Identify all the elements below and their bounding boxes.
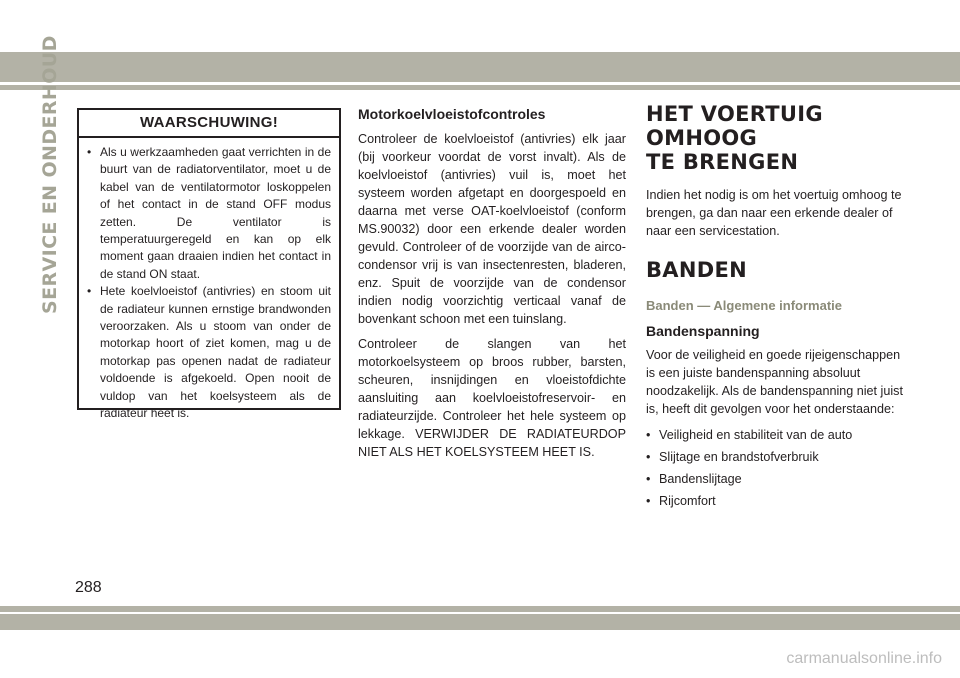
footer-band — [0, 614, 960, 630]
list-item: • Rijcomfort — [646, 492, 910, 510]
header-band — [0, 52, 960, 82]
lifting-heading-line-2: TE BRENGEN — [646, 150, 799, 174]
tire-pressure-effects-list — [646, 426, 910, 510]
tire-pressure-paragraph: Voor de veiligheid en goede rijeigenschappen is een juiste bandenspanning absoluut noodzakelijk. Als de bandenspanning niet juist is, heeft dit gevolgen voor het onderstaande: — [646, 348, 903, 416]
watermark-text: carmanualsonline.info — [786, 650, 942, 667]
coolant-paragraph-2: Controleer de slangen van het motorkoelsysteem op broos rubber, barsten, scheuren, insnijdingen en vloeistofdichte aansluiting aan koelvloeistofreservoir- en radiateurzijde. Controleer het hele systeem op lekkage. VERWIJDER DE RADIATEURDOP NIET ALS HET KOELSYSTEEM HEET IS. — [358, 337, 626, 459]
page-number: 288 — [75, 579, 102, 596]
list-item: • Veiligheid en stabiliteit van de auto — [646, 426, 910, 444]
warning-item: • Hete koelvloeistof (antivries) en stoom uit de radiateur kunnen ernstige brandwonden veroorzaken. Als u stoom van onder de motorkap hoort of ziet komen, mag u de motorkap pas openen nadat de radiateur voldoende is afgekoeld. Open nooit de vuldop van het koelsysteem als de radiateur heet is. — [87, 283, 331, 422]
coolant-paragraph-1: Controleer de koelvloeistof (antivries) elk jaar (bij voorkeur voordat de vorst invalt). Als de koelvloeistof (antivries) vuil is, moet het systeem worden afgetapt en doorgespoeld en daarna met verse OAT-koelvloeistof (conform MS.90032) door een erkende dealer worden gevuld. Controleer of de voorzijde van de airco-condensor vrij is van insectenresten, bladeren, enz. Spuit de voorzijde van de condensor indien nodig voorzichtig verticaal vanaf de bovenkant schoon met een tuinslang. — [358, 132, 626, 326]
coolant-heading: Motorkoelvloeistofcontroles — [358, 106, 546, 122]
warning-title: WAARSCHUWING! — [79, 110, 339, 138]
list-item: • Bandenslijtage — [646, 470, 910, 488]
warning-list — [79, 138, 339, 423]
footer-rule — [0, 606, 960, 612]
warning-box — [77, 108, 341, 421]
section-side-tab-label: SERVICE EN ONDERHOUD — [39, 35, 61, 314]
lifting-paragraph: Indien het nodig is om het voertuig omhoog te brengen, ga dan naar een erkende dealer of naar een servicestation. — [646, 188, 902, 238]
lifting-heading-line-1: HET VOERTUIG OMHOOG — [646, 102, 823, 150]
tires-general-subheading: Banden — Algemene informatie — [646, 298, 842, 313]
header-rule — [0, 85, 960, 90]
lifting-heading — [646, 102, 910, 174]
section-side-tab — [37, 35, 63, 314]
lifting-tires-section — [646, 102, 910, 514]
coolant-section — [358, 106, 626, 468]
warning-item: • Als u werkzaamheden gaat verrichten in de buurt van de radiatorventilator, moet u de kabel van de ventilatormotor loskoppelen of het contact in de stand OFF modus zetten. De ventilator is temperatuurgeregeld en kan op elk moment gaan draaien indien het contact in de stand ON staat. — [87, 144, 331, 283]
list-item: • Slijtage en brandstofverbruik — [646, 448, 910, 466]
tires-heading: BANDEN — [646, 258, 747, 282]
tire-pressure-heading: Bandenspanning — [646, 323, 760, 339]
